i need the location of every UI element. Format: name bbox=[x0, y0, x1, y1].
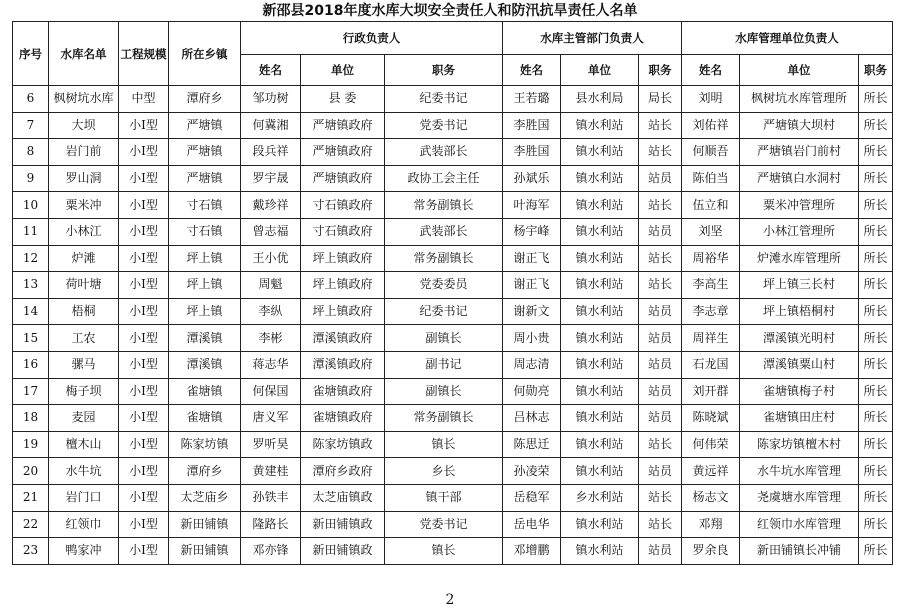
table-row bbox=[13, 405, 893, 432]
cell-admin-title: 副镇长 bbox=[385, 378, 503, 405]
cell-dept-title: 站员 bbox=[639, 405, 682, 432]
cell-admin-name: 戴珍祥 bbox=[241, 192, 301, 219]
cell-mgr-name: 罗余良 bbox=[682, 538, 740, 565]
cell-dept-name: 李胜国 bbox=[503, 139, 561, 166]
cell-mgr-name: 刘明 bbox=[682, 86, 740, 113]
cell-admin-unit: 坪上镇政府 bbox=[301, 245, 385, 272]
cell-town: 潭溪镇 bbox=[169, 325, 241, 352]
cell-mgr-unit: 严塘镇岩门前村 bbox=[740, 139, 859, 166]
cell-reservoir-name: 水牛坑 bbox=[49, 458, 119, 485]
cell-mgr-title: 所长 bbox=[859, 458, 893, 485]
cell-dept-unit: 县水利局 bbox=[561, 86, 639, 113]
cell-admin-name: 李彬 bbox=[241, 325, 301, 352]
table-row bbox=[13, 218, 893, 245]
cell-seq: 10 bbox=[13, 192, 49, 219]
cell-admin-name: 蒋志华 bbox=[241, 351, 301, 378]
cell-mgr-name: 李志章 bbox=[682, 298, 740, 325]
table-row bbox=[13, 86, 893, 113]
cell-admin-name: 邓亦锋 bbox=[241, 538, 301, 565]
cell-dept-unit: 镇水利站 bbox=[561, 538, 639, 565]
cell-admin-name: 李纵 bbox=[241, 298, 301, 325]
cell-town: 寸石镇 bbox=[169, 218, 241, 245]
cell-admin-unit: 潭溪镇政府 bbox=[301, 351, 385, 378]
cell-seq: 12 bbox=[13, 245, 49, 272]
cell-scale: 中型 bbox=[119, 86, 169, 113]
cell-reservoir-name: 枫树坑水库 bbox=[49, 86, 119, 113]
cell-admin-unit: 严塘镇政府 bbox=[301, 112, 385, 139]
table-row bbox=[13, 192, 893, 219]
cell-admin-unit: 严塘镇政府 bbox=[301, 165, 385, 192]
cell-dept-name: 王若璐 bbox=[503, 86, 561, 113]
cell-dept-title: 站长 bbox=[639, 484, 682, 511]
cell-mgr-title: 所长 bbox=[859, 86, 893, 113]
cell-admin-unit: 寸石镇政府 bbox=[301, 192, 385, 219]
cell-admin-name: 周魁 bbox=[241, 272, 301, 299]
table-row bbox=[13, 272, 893, 299]
cell-scale: 小Ⅰ型 bbox=[119, 192, 169, 219]
cell-seq: 9 bbox=[13, 165, 49, 192]
cell-dept-title: 站员 bbox=[639, 538, 682, 565]
cell-mgr-title: 所长 bbox=[859, 538, 893, 565]
cell-admin-unit: 严塘镇政府 bbox=[301, 139, 385, 166]
cell-admin-title: 纪委书记 bbox=[385, 86, 503, 113]
cell-dept-name: 杨宇峰 bbox=[503, 218, 561, 245]
cell-seq: 16 bbox=[13, 351, 49, 378]
cell-dept-name: 何勋亮 bbox=[503, 378, 561, 405]
cell-admin-title: 镇干部 bbox=[385, 484, 503, 511]
cell-admin-title: 党委书记 bbox=[385, 112, 503, 139]
cell-dept-unit: 镇水利站 bbox=[561, 511, 639, 538]
cell-dept-unit: 镇水利站 bbox=[561, 458, 639, 485]
header-scale: 工程规模 bbox=[119, 22, 169, 86]
cell-dept-name: 岳电华 bbox=[503, 511, 561, 538]
cell-mgr-unit: 红领巾水库管理 bbox=[740, 511, 859, 538]
table-row bbox=[13, 325, 893, 352]
cell-dept-title: 站长 bbox=[639, 192, 682, 219]
cell-admin-title: 镇长 bbox=[385, 538, 503, 565]
subheader-cell: 姓名 bbox=[682, 55, 740, 86]
cell-admin-title: 常务副镇长 bbox=[385, 245, 503, 272]
cell-admin-title: 党委委员 bbox=[385, 272, 503, 299]
table-row bbox=[13, 298, 893, 325]
cell-scale: 小Ⅰ型 bbox=[119, 218, 169, 245]
cell-dept-name: 谢正飞 bbox=[503, 272, 561, 299]
cell-mgr-unit: 新田铺镇长冲铺 bbox=[740, 538, 859, 565]
subheader-cell: 职务 bbox=[385, 55, 503, 86]
cell-dept-name: 周志清 bbox=[503, 351, 561, 378]
header-dept: 水库主管部门负责人 bbox=[503, 22, 682, 55]
cell-admin-unit: 潭府乡政府 bbox=[301, 458, 385, 485]
cell-admin-title: 副书记 bbox=[385, 351, 503, 378]
cell-dept-name: 叶海军 bbox=[503, 192, 561, 219]
cell-dept-name: 孙凌荣 bbox=[503, 458, 561, 485]
cell-dept-name: 岳稳军 bbox=[503, 484, 561, 511]
cell-mgr-title: 所长 bbox=[859, 405, 893, 432]
subheader-cell: 单位 bbox=[561, 55, 639, 86]
cell-scale: 小Ⅰ型 bbox=[119, 538, 169, 565]
cell-seq: 19 bbox=[13, 431, 49, 458]
cell-dept-unit: 镇水利站 bbox=[561, 351, 639, 378]
cell-dept-title: 站员 bbox=[639, 218, 682, 245]
cell-reservoir-name: 工农 bbox=[49, 325, 119, 352]
cell-scale: 小Ⅰ型 bbox=[119, 298, 169, 325]
cell-town: 潭府乡 bbox=[169, 86, 241, 113]
cell-mgr-name: 邓翔 bbox=[682, 511, 740, 538]
cell-scale: 小Ⅰ型 bbox=[119, 112, 169, 139]
cell-admin-name: 何冀湘 bbox=[241, 112, 301, 139]
cell-town: 坪上镇 bbox=[169, 245, 241, 272]
cell-admin-title: 乡长 bbox=[385, 458, 503, 485]
cell-dept-unit: 镇水利站 bbox=[561, 139, 639, 166]
cell-reservoir-name: 罗山洞 bbox=[49, 165, 119, 192]
cell-admin-name: 曾志福 bbox=[241, 218, 301, 245]
cell-admin-title: 常务副镇长 bbox=[385, 405, 503, 432]
cell-mgr-unit: 潭溪镇光明村 bbox=[740, 325, 859, 352]
table-row bbox=[13, 378, 893, 405]
cell-admin-unit: 新田铺镇政 bbox=[301, 538, 385, 565]
cell-reservoir-name: 粟米冲 bbox=[49, 192, 119, 219]
cell-dept-unit: 镇水利站 bbox=[561, 298, 639, 325]
cell-reservoir-name: 炉滩 bbox=[49, 245, 119, 272]
cell-mgr-name: 刘开群 bbox=[682, 378, 740, 405]
cell-seq: 6 bbox=[13, 86, 49, 113]
cell-town: 严塘镇 bbox=[169, 165, 241, 192]
cell-mgr-title: 所长 bbox=[859, 325, 893, 352]
cell-mgr-name: 何顺吾 bbox=[682, 139, 740, 166]
cell-town: 严塘镇 bbox=[169, 112, 241, 139]
cell-seq: 20 bbox=[13, 458, 49, 485]
cell-mgr-title: 所长 bbox=[859, 112, 893, 139]
cell-town: 坪上镇 bbox=[169, 272, 241, 299]
cell-scale: 小Ⅰ型 bbox=[119, 325, 169, 352]
cell-dept-unit: 乡水利站 bbox=[561, 484, 639, 511]
cell-dept-unit: 镇水利站 bbox=[561, 431, 639, 458]
table-row bbox=[13, 139, 893, 166]
cell-dept-unit: 镇水利站 bbox=[561, 325, 639, 352]
cell-mgr-title: 所长 bbox=[859, 431, 893, 458]
cell-mgr-unit: 严塘镇大坝村 bbox=[740, 112, 859, 139]
cell-dept-title: 站长 bbox=[639, 245, 682, 272]
cell-mgr-unit: 粟米冲管理所 bbox=[740, 192, 859, 219]
cell-seq: 18 bbox=[13, 405, 49, 432]
cell-town: 新田铺镇 bbox=[169, 511, 241, 538]
cell-admin-unit: 太芝庙镇政 bbox=[301, 484, 385, 511]
cell-admin-title: 镇长 bbox=[385, 431, 503, 458]
cell-mgr-unit: 小林江管理所 bbox=[740, 218, 859, 245]
cell-town: 潭府乡 bbox=[169, 458, 241, 485]
cell-reservoir-name: 骡马 bbox=[49, 351, 119, 378]
subheader-cell: 单位 bbox=[301, 55, 385, 86]
cell-mgr-title: 所长 bbox=[859, 351, 893, 378]
table-row bbox=[13, 511, 893, 538]
cell-mgr-unit: 水牛坑水库管理 bbox=[740, 458, 859, 485]
cell-admin-unit: 县 委 bbox=[301, 86, 385, 113]
cell-dept-title: 站员 bbox=[639, 351, 682, 378]
cell-mgr-title: 所长 bbox=[859, 139, 893, 166]
cell-dept-name: 周小贵 bbox=[503, 325, 561, 352]
cell-dept-unit: 镇水利站 bbox=[561, 405, 639, 432]
cell-admin-name: 段兵祥 bbox=[241, 139, 301, 166]
cell-town: 陈家坊镇 bbox=[169, 431, 241, 458]
cell-dept-unit: 镇水利站 bbox=[561, 112, 639, 139]
cell-admin-name: 王小优 bbox=[241, 245, 301, 272]
cell-mgr-unit: 陈家坊镇檀木村 bbox=[740, 431, 859, 458]
cell-town: 坪上镇 bbox=[169, 298, 241, 325]
cell-dept-title: 站长 bbox=[639, 139, 682, 166]
cell-scale: 小Ⅰ型 bbox=[119, 484, 169, 511]
cell-scale: 小Ⅰ型 bbox=[119, 405, 169, 432]
cell-admin-unit: 新田铺镇政 bbox=[301, 511, 385, 538]
cell-scale: 小Ⅰ型 bbox=[119, 245, 169, 272]
cell-admin-title: 常务副镇长 bbox=[385, 192, 503, 219]
subheader-cell: 姓名 bbox=[241, 55, 301, 86]
table-row bbox=[13, 245, 893, 272]
cell-dept-name: 邓增鹏 bbox=[503, 538, 561, 565]
cell-admin-name: 罗听昊 bbox=[241, 431, 301, 458]
cell-reservoir-name: 荷叶塘 bbox=[49, 272, 119, 299]
cell-mgr-unit: 枫树坑水库管理所 bbox=[740, 86, 859, 113]
cell-admin-title: 武装部长 bbox=[385, 218, 503, 245]
cell-dept-unit: 镇水利站 bbox=[561, 245, 639, 272]
cell-mgr-unit: 雀塘镇田庄村 bbox=[740, 405, 859, 432]
cell-mgr-unit: 尧虞塘水库管理 bbox=[740, 484, 859, 511]
table-row bbox=[13, 538, 893, 565]
cell-reservoir-name: 小林江 bbox=[49, 218, 119, 245]
cell-seq: 22 bbox=[13, 511, 49, 538]
cell-admin-unit: 雀塘镇政府 bbox=[301, 378, 385, 405]
cell-seq: 7 bbox=[13, 112, 49, 139]
cell-mgr-unit: 潭溪镇粟山村 bbox=[740, 351, 859, 378]
header-unit-mgr: 水库管理单位负责人 bbox=[682, 22, 893, 55]
cell-mgr-name: 杨志文 bbox=[682, 484, 740, 511]
cell-dept-unit: 镇水利站 bbox=[561, 272, 639, 299]
cell-admin-name: 孙铁丰 bbox=[241, 484, 301, 511]
header-name: 水库名单 bbox=[49, 22, 119, 86]
cell-scale: 小Ⅰ型 bbox=[119, 272, 169, 299]
table-row bbox=[13, 112, 893, 139]
cell-dept-name: 谢新文 bbox=[503, 298, 561, 325]
responsibility-table bbox=[12, 21, 893, 565]
cell-reservoir-name: 鸭家冲 bbox=[49, 538, 119, 565]
cell-dept-name: 谢正飞 bbox=[503, 245, 561, 272]
cell-town: 雀塘镇 bbox=[169, 405, 241, 432]
cell-seq: 15 bbox=[13, 325, 49, 352]
cell-seq: 8 bbox=[13, 139, 49, 166]
header-admin: 行政负责人 bbox=[241, 22, 503, 55]
cell-admin-name: 隆路长 bbox=[241, 511, 301, 538]
cell-admin-title: 武装部长 bbox=[385, 139, 503, 166]
header-town: 所在乡镇 bbox=[169, 22, 241, 86]
cell-dept-title: 站长 bbox=[639, 431, 682, 458]
cell-admin-title: 副镇长 bbox=[385, 325, 503, 352]
cell-mgr-title: 所长 bbox=[859, 511, 893, 538]
cell-mgr-unit: 坪上镇梧桐村 bbox=[740, 298, 859, 325]
header-seq: 序号 bbox=[13, 22, 49, 86]
table-row bbox=[13, 458, 893, 485]
cell-dept-name: 孙斌乐 bbox=[503, 165, 561, 192]
cell-admin-name: 何保国 bbox=[241, 378, 301, 405]
cell-dept-title: 站员 bbox=[639, 378, 682, 405]
cell-mgr-name: 石龙国 bbox=[682, 351, 740, 378]
cell-dept-name: 吕林志 bbox=[503, 405, 561, 432]
cell-admin-name: 邹功树 bbox=[241, 86, 301, 113]
cell-mgr-unit: 严塘镇白水洞村 bbox=[740, 165, 859, 192]
header-row-1 bbox=[13, 22, 893, 55]
cell-mgr-name: 陈伯当 bbox=[682, 165, 740, 192]
cell-scale: 小Ⅰ型 bbox=[119, 351, 169, 378]
cell-reservoir-name: 梅子坝 bbox=[49, 378, 119, 405]
table-body bbox=[13, 86, 893, 565]
cell-seq: 14 bbox=[13, 298, 49, 325]
cell-mgr-name: 黄远祥 bbox=[682, 458, 740, 485]
cell-admin-name: 罗宇晟 bbox=[241, 165, 301, 192]
cell-seq: 21 bbox=[13, 484, 49, 511]
cell-admin-title: 党委书记 bbox=[385, 511, 503, 538]
cell-dept-unit: 镇水利站 bbox=[561, 218, 639, 245]
cell-reservoir-name: 麦园 bbox=[49, 405, 119, 432]
cell-admin-unit: 寸石镇政府 bbox=[301, 218, 385, 245]
cell-mgr-title: 所长 bbox=[859, 378, 893, 405]
cell-mgr-name: 周祥生 bbox=[682, 325, 740, 352]
cell-admin-title: 政协工会主任 bbox=[385, 165, 503, 192]
cell-mgr-title: 所长 bbox=[859, 272, 893, 299]
cell-seq: 17 bbox=[13, 378, 49, 405]
cell-dept-unit: 镇水利站 bbox=[561, 192, 639, 219]
cell-dept-title: 站长 bbox=[639, 272, 682, 299]
cell-town: 寸石镇 bbox=[169, 192, 241, 219]
cell-mgr-title: 所长 bbox=[859, 165, 893, 192]
cell-mgr-name: 何伟荣 bbox=[682, 431, 740, 458]
cell-admin-unit: 坪上镇政府 bbox=[301, 298, 385, 325]
cell-dept-title: 站员 bbox=[639, 458, 682, 485]
cell-town: 雀塘镇 bbox=[169, 378, 241, 405]
cell-mgr-name: 周裕华 bbox=[682, 245, 740, 272]
cell-reservoir-name: 红领巾 bbox=[49, 511, 119, 538]
cell-mgr-title: 所长 bbox=[859, 192, 893, 219]
cell-admin-unit: 陈家坊镇政 bbox=[301, 431, 385, 458]
cell-mgr-name: 伍立和 bbox=[682, 192, 740, 219]
cell-admin-name: 黄建桂 bbox=[241, 458, 301, 485]
cell-seq: 23 bbox=[13, 538, 49, 565]
cell-mgr-name: 李高生 bbox=[682, 272, 740, 299]
cell-scale: 小Ⅰ型 bbox=[119, 165, 169, 192]
table-row bbox=[13, 351, 893, 378]
cell-town: 太芝庙乡 bbox=[169, 484, 241, 511]
cell-dept-name: 李胜国 bbox=[503, 112, 561, 139]
cell-dept-unit: 镇水利站 bbox=[561, 165, 639, 192]
subheader-cell: 职务 bbox=[639, 55, 682, 86]
cell-admin-name: 唐义军 bbox=[241, 405, 301, 432]
cell-reservoir-name: 岩门口 bbox=[49, 484, 119, 511]
cell-reservoir-name: 梧桐 bbox=[49, 298, 119, 325]
cell-town: 严塘镇 bbox=[169, 139, 241, 166]
cell-reservoir-name: 岩门前 bbox=[49, 139, 119, 166]
cell-town: 新田铺镇 bbox=[169, 538, 241, 565]
cell-admin-unit: 潭溪镇政府 bbox=[301, 325, 385, 352]
cell-scale: 小Ⅰ型 bbox=[119, 139, 169, 166]
cell-reservoir-name: 檀木山 bbox=[49, 431, 119, 458]
cell-admin-title: 纪委书记 bbox=[385, 298, 503, 325]
page-number: 2 bbox=[445, 592, 455, 608]
cell-mgr-title: 所长 bbox=[859, 245, 893, 272]
cell-reservoir-name: 大坝 bbox=[49, 112, 119, 139]
cell-mgr-unit: 雀塘镇梅子村 bbox=[740, 378, 859, 405]
cell-dept-title: 站员 bbox=[639, 325, 682, 352]
document-title: 新邵县2018年度水库大坝安全责任人和防汛抗旱责任人名单 bbox=[262, 3, 638, 19]
cell-scale: 小Ⅰ型 bbox=[119, 458, 169, 485]
table-row bbox=[13, 431, 893, 458]
cell-dept-title: 站长 bbox=[639, 112, 682, 139]
subheader-cell: 职务 bbox=[859, 55, 893, 86]
cell-mgr-title: 所长 bbox=[859, 298, 893, 325]
cell-admin-unit: 雀塘镇政府 bbox=[301, 405, 385, 432]
cell-mgr-name: 刘佑祥 bbox=[682, 112, 740, 139]
cell-dept-title: 站员 bbox=[639, 298, 682, 325]
table-row bbox=[13, 484, 893, 511]
cell-seq: 11 bbox=[13, 218, 49, 245]
table-row bbox=[13, 165, 893, 192]
subheader-cell: 单位 bbox=[740, 55, 859, 86]
cell-mgr-unit: 炉滩水库管理所 bbox=[740, 245, 859, 272]
cell-dept-title: 站员 bbox=[639, 165, 682, 192]
cell-scale: 小Ⅰ型 bbox=[119, 511, 169, 538]
cell-scale: 小Ⅰ型 bbox=[119, 431, 169, 458]
cell-mgr-name: 陈晓斌 bbox=[682, 405, 740, 432]
cell-dept-title: 站长 bbox=[639, 511, 682, 538]
cell-town: 潭溪镇 bbox=[169, 351, 241, 378]
cell-seq: 13 bbox=[13, 272, 49, 299]
subheader-cell: 姓名 bbox=[503, 55, 561, 86]
cell-admin-unit: 坪上镇政府 bbox=[301, 272, 385, 299]
cell-scale: 小Ⅰ型 bbox=[119, 378, 169, 405]
cell-mgr-unit: 坪上镇三长村 bbox=[740, 272, 859, 299]
cell-dept-title: 局长 bbox=[639, 86, 682, 113]
cell-dept-name: 陈思迁 bbox=[503, 431, 561, 458]
cell-mgr-title: 所长 bbox=[859, 484, 893, 511]
cell-dept-unit: 镇水利站 bbox=[561, 378, 639, 405]
cell-mgr-name: 刘坚 bbox=[682, 218, 740, 245]
cell-mgr-title: 所长 bbox=[859, 218, 893, 245]
